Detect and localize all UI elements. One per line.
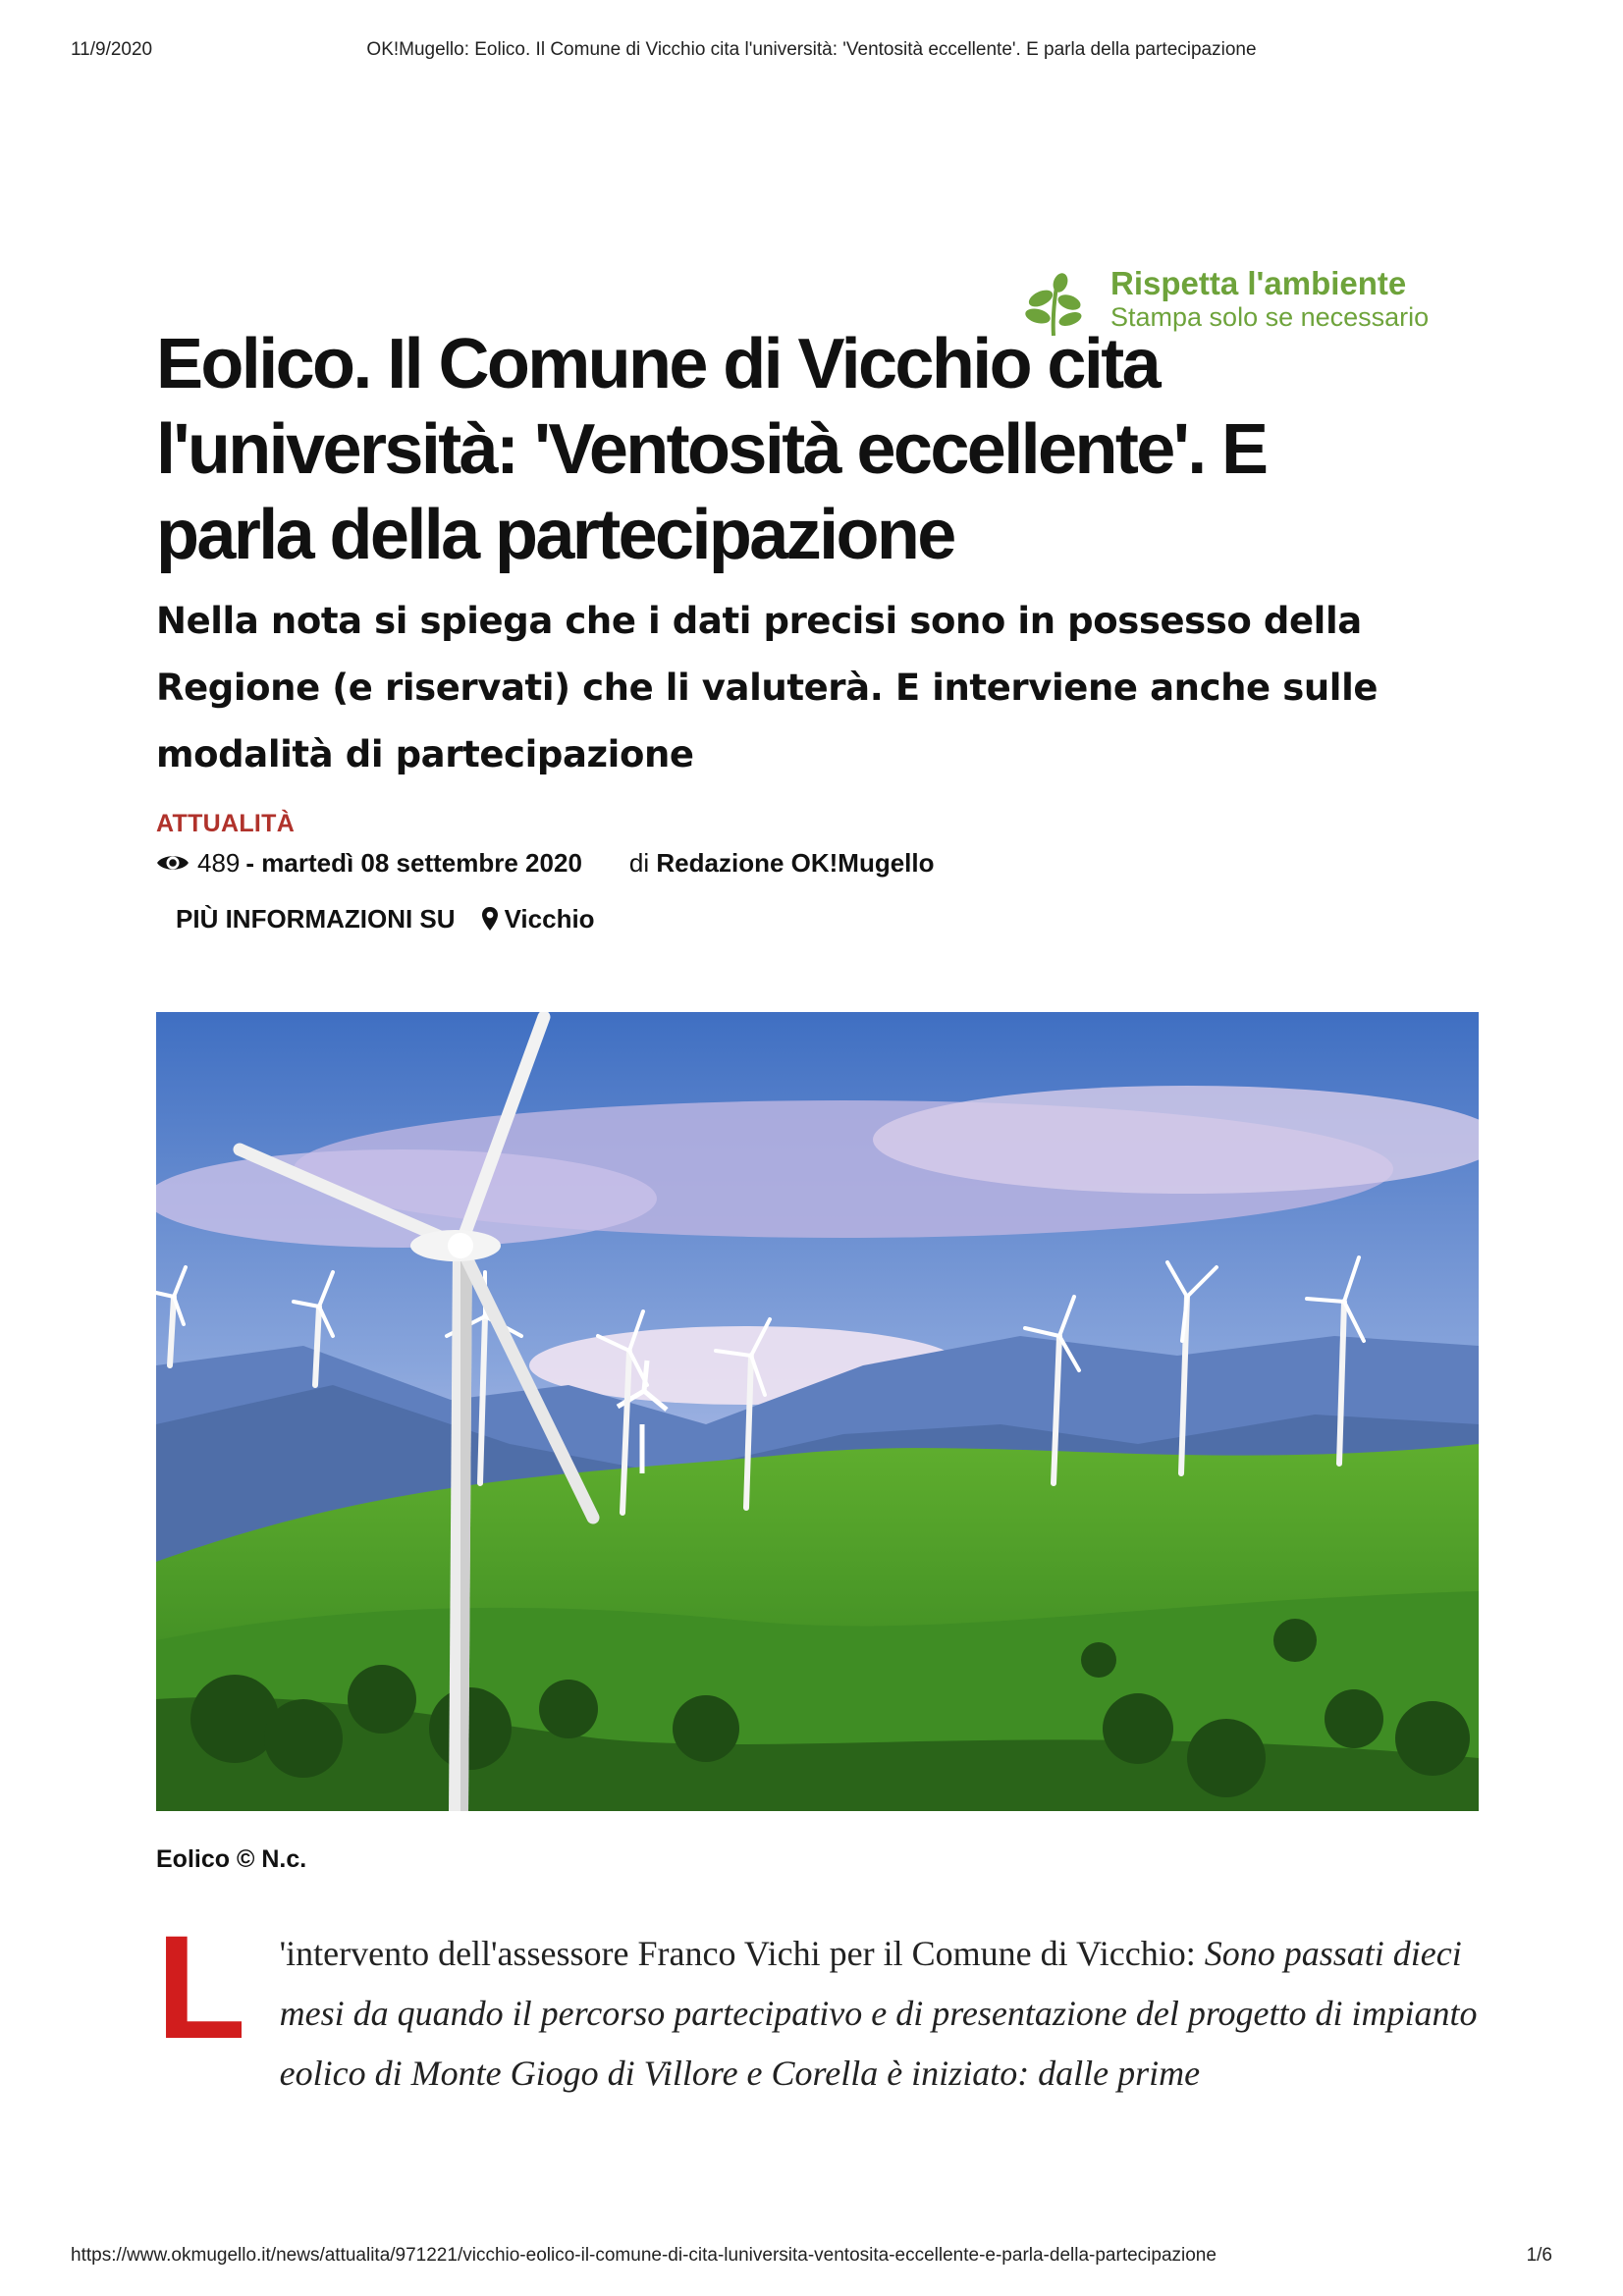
print-date: 11/9/2020 (71, 39, 153, 60)
article (156, 322, 1482, 936)
more-info-label: PIÙ INFORMAZIONI SU (176, 903, 456, 934)
view-count: 489 (197, 847, 241, 878)
publish-date: - martedì 08 settembre 2020 (245, 847, 582, 878)
wind-farm-photo (156, 1012, 1479, 1811)
article-meta (156, 844, 1482, 881)
author-prefix: di (628, 847, 650, 878)
print-page-title: OK!Mugello: Eolico. Il Comune di Vicchio cita l'università: 'Ventosità eccellente'. E parla della partecipazione (366, 39, 1257, 60)
map-pin-icon (481, 906, 499, 932)
article-photo (156, 1012, 1479, 1811)
eye-icon (156, 852, 189, 874)
eco-badge-title: Rispetta l'ambiente (1110, 265, 1407, 301)
print-page-number: 1/6 (1526, 2245, 1552, 2266)
print-url: https://www.okmugello.it/news/attualita/971221/vicchio-eolico-il-comune-di-cita-luniversita-ventosita-eccellente-e-parla-della-partecipazione (71, 2245, 1217, 2266)
body-intro: 'intervento dell'assessore Franco Vichi per il Comune di Vicchio: (279, 1934, 1205, 1973)
print-footer (71, 2245, 1552, 2274)
byline (629, 848, 935, 879)
article-subheadline: Nella nota si spiega che i dati precisi sono in possesso della Regione (e riservati) che li valuterà. E interviene anche sulle modalità di partecipazione (156, 600, 1379, 775)
article-headline: Eolico. Il Comune di Vicchio cita l'università: 'Ventosità eccellente'. E parla della partecipazione (156, 325, 1267, 574)
article-body (156, 1904, 1482, 2104)
image-caption: Eolico © N.c. (156, 1845, 307, 1873)
tags-row (176, 901, 1482, 936)
print-header (71, 39, 1552, 69)
drop-cap: L (156, 1904, 246, 2069)
category-link[interactable]: ATTUALITÀ (156, 810, 296, 837)
eco-badge-subtitle: Stampa solo se necessario (1110, 302, 1430, 332)
author-link[interactable]: Redazione OK!Mugello (656, 847, 935, 878)
location-tag-link[interactable]: Vicchio (504, 903, 595, 934)
body-quote: Sono passati dieci mesi da quando il percorso partecipativo e di presentazione del progetto di impianto eolico di Monte Giogo di Villore e Corella è iniziato: dalle prime (279, 1934, 1478, 2093)
